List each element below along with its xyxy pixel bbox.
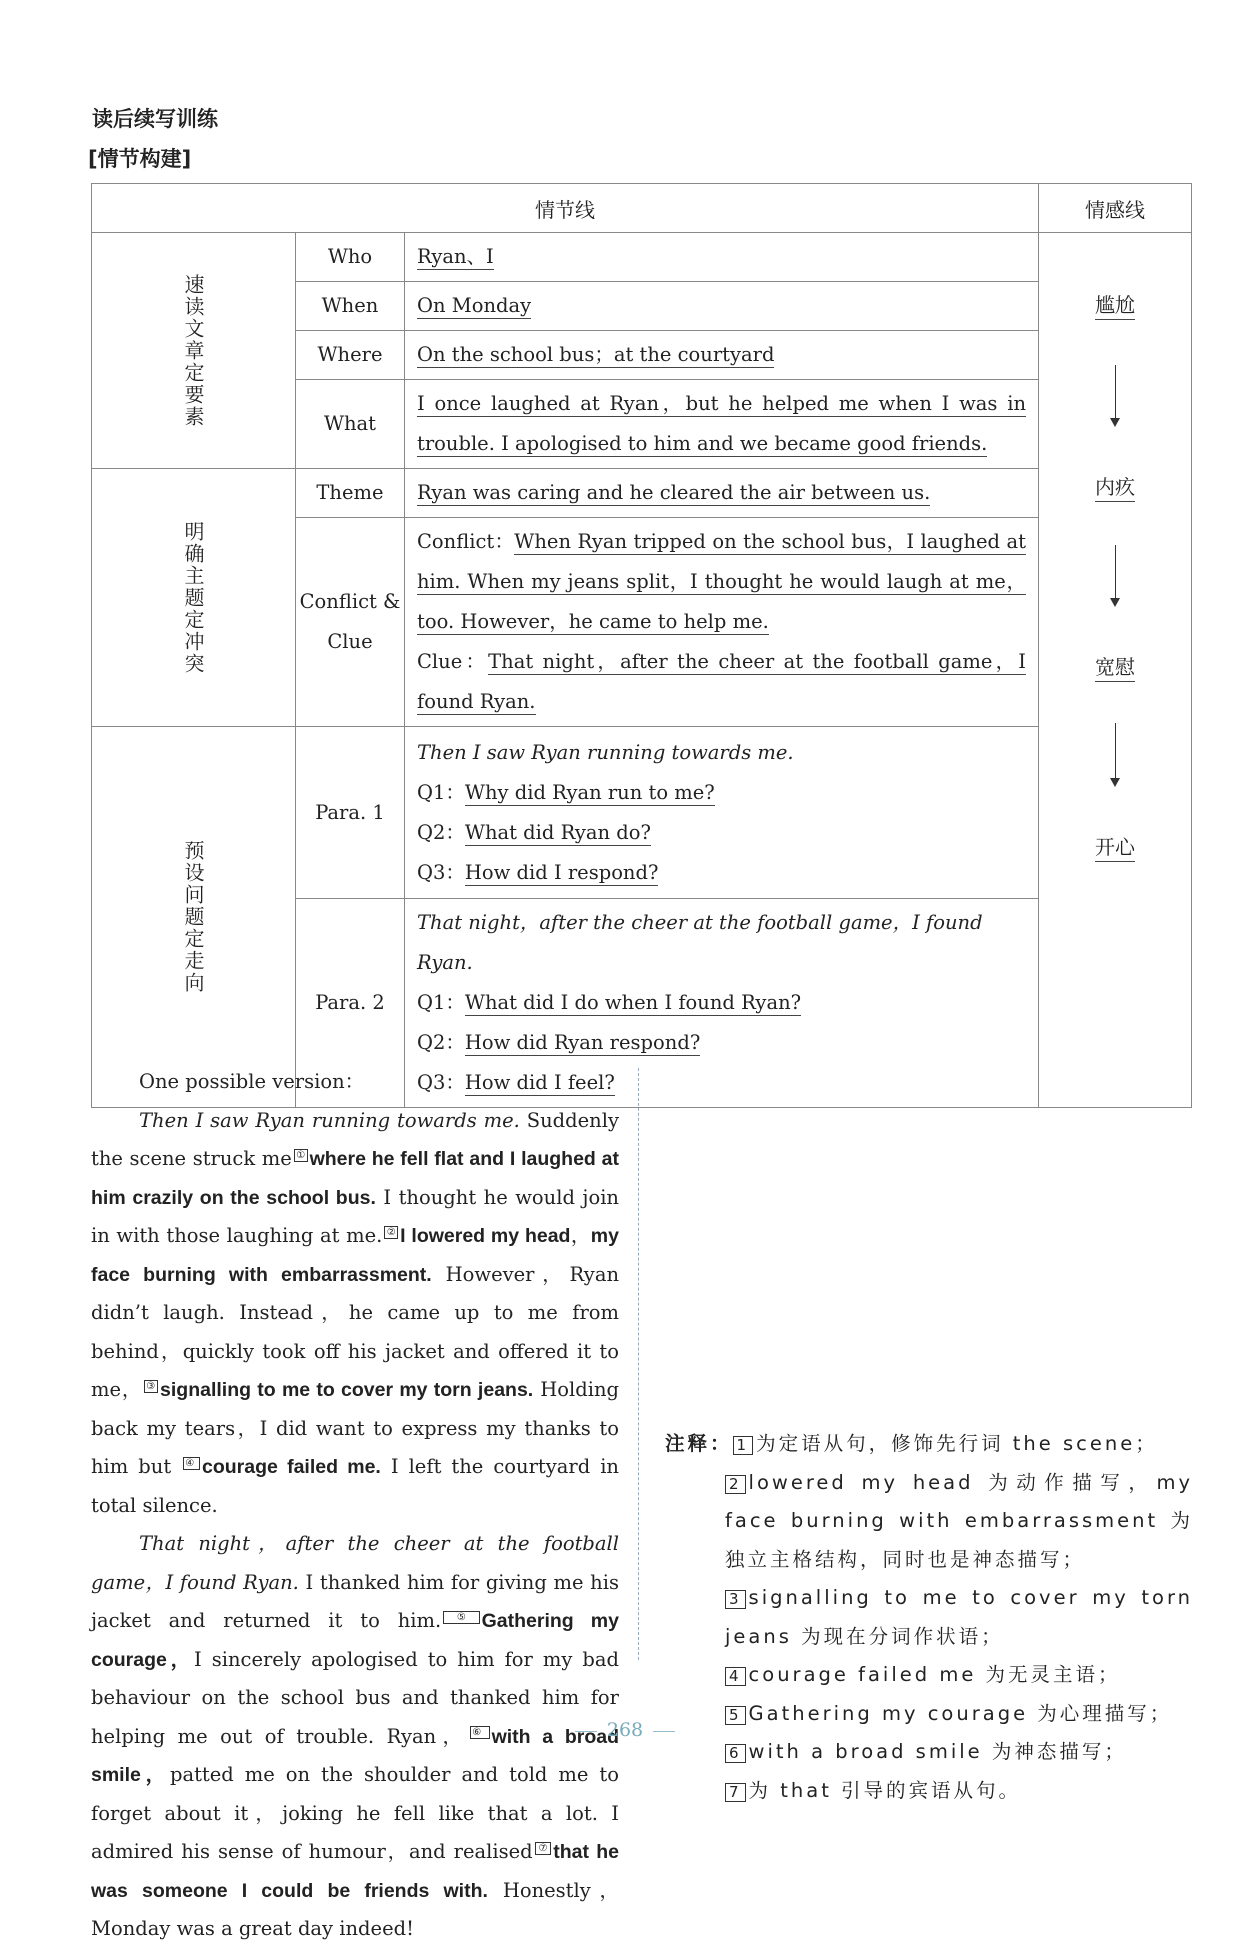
essay-paragraph-1: Then I saw Ryan running towards me. Suddenly the scene struck me ① where he fell flat and I laughed at him crazily on the school bus. I thought he would join in with those laughing at me. ② I lowered my head，my face burning with embarrassment. However，Ryan didn’t laugh. Instead，he came up to me from behind，quickly took off his jacket and offered it to me， ③ signalling to me to cover my torn jeans. Holding back my tears，I did want to express my thanks to him but ④ courage failed me. I left the courtyard in total silence.	[91, 1108, 620, 1517]
row-label: When	[296, 282, 405, 331]
row-label: Para. 2	[296, 899, 405, 1108]
header-emotion-line: 情感线	[1039, 184, 1192, 233]
note-item: 2 lowered my head 为动作描写，my face burning with embarrassment 为独立主格结构，同时也是神态描写；	[725, 1470, 1193, 1571]
section-subtitle: [情节构建]	[88, 147, 192, 171]
note-item: 5 Gathering my courage 为心理描写；	[665, 1695, 1193, 1734]
row-label: Conflict & Clue	[296, 518, 405, 727]
page-number: 268	[0, 1719, 1250, 1741]
emotion-label: 宽慰	[1039, 651, 1191, 680]
emotion-label: 内疚	[1039, 471, 1191, 500]
row-content: On Monday	[405, 282, 1039, 331]
row-content: Conflict：When Ryan tripped on the school bus，I laughed at him. When my jeans split，I thought he would laugh at me，too. However，he came to help me. Clue：That night，after the cheer at the football game，I found Ryan.	[405, 518, 1039, 727]
row-label: Where	[296, 331, 405, 380]
note-item: 7 为 that 引导的宾语从句。	[665, 1772, 1193, 1811]
group-label: 明确主题定冲突	[92, 469, 296, 727]
down-arrow-icon	[1115, 545, 1116, 605]
row-content: Then I saw Ryan running towards me. Q1：Why did Ryan run to me? Q2：What did Ryan do? Q3：How did I respond?	[405, 727, 1039, 899]
row-content: I once laughed at Ryan，but he helped me when I was in trouble. I apologised to him and we became good friends.	[405, 380, 1039, 469]
note-item: 3 signalling to me to cover my torn jeans 为现在分词作状语；	[725, 1586, 1193, 1648]
note-item: 6 with a broad smile 为神态描写；	[665, 1733, 1193, 1772]
plot-table	[91, 183, 1192, 1108]
header-plot-line: 情节线	[92, 184, 1039, 233]
table-row	[92, 233, 1192, 282]
row-label: Theme	[296, 469, 405, 518]
emotion-label: 尴尬	[1039, 289, 1191, 318]
essay-paragraph-2: That night，after the cheer at the football game，I found Ryan. I thanked him for giving me his jacket and returned it to him. ⑤ Gathering my courage，I sincerely apologised to him for my bad behaviour on the school bus and thanked him for helping me out of trouble. Ryan， ⑥ with a broad smile，patted me on the shoulder and told me to forget about it，joking he fell like that a lot. I admired his sense of humour，and realised ⑦ that he was someone I could be friends with. Honestly，Monday was a great day indeed!	[91, 1532, 620, 1940]
down-arrow-icon	[1115, 723, 1116, 785]
column-divider	[638, 1068, 639, 1660]
notes	[665, 1425, 1193, 1810]
note-item: 4 courage failed me 为无灵主语；	[665, 1656, 1193, 1695]
row-label: Who	[296, 233, 405, 282]
table-header-row	[92, 184, 1192, 233]
section-title: 读后续写训练	[92, 107, 218, 131]
row-content: Ryan、I	[405, 233, 1039, 282]
row-content: Ryan was caring and he cleared the air between us.	[405, 469, 1039, 518]
row-label: What	[296, 380, 405, 469]
essay-left-column	[91, 1063, 619, 1949]
essay-intro: One possible version：	[139, 1070, 365, 1093]
row-label: Para. 1	[296, 727, 405, 899]
emotion-column	[1039, 233, 1192, 1108]
table-row	[92, 727, 1192, 899]
group-label: 速读文章定要素	[92, 233, 296, 469]
group-label: 预设问题定走向	[92, 727, 296, 1108]
row-content: That night，after the cheer at the football game，I found Ryan. Q1：What did I do when I found Ryan? Q2：How did Ryan respond? Q3：How did I feel?	[405, 899, 1039, 1108]
note-item: 注释： 1 为定语从句，修饰先行词 the scene；	[665, 1432, 1158, 1455]
emotion-label: 开心	[1039, 831, 1191, 860]
down-arrow-icon	[1115, 365, 1116, 425]
row-content: On the school bus；at the courtyard	[405, 331, 1039, 380]
table-row	[92, 469, 1192, 518]
